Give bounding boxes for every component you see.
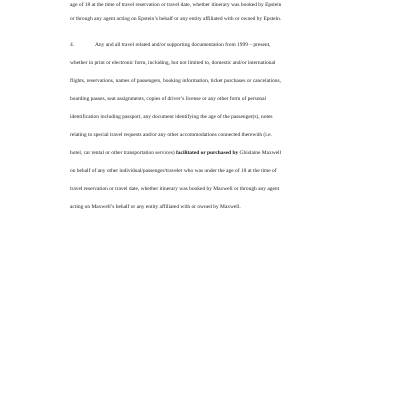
para3-line-1: age of 18 at the time of travel reservation or travel date, whether itinerary was booked by Epstein	[70, 2, 282, 8]
para4-line-8: on behalf of any other individual/passenger/traveler who was under the age of 18 at the time of	[70, 168, 277, 174]
para4-line-9: travel reservation or travel date, whether itinerary was booked by Maxwell or through any agent	[70, 186, 280, 192]
para3-line-2: or through any agent acting on Epstein’s behalf or any entity affiliated with or owned by Epstein.	[70, 16, 282, 22]
para4-line-6: relating to special travel requests and/or any other accommodations connected therewith (i.e.	[70, 132, 272, 138]
para4-line-3: flights, reservations, names of passengers, booking information, ticket purchases or cancelations,	[70, 78, 281, 84]
para4-line-7	[70, 148, 281, 158]
para4-line-2: whether in print or electronic form, including, but not limited to, domestic and/or international	[70, 60, 276, 66]
para4-line-7-bold: facilitated or purchased by	[176, 150, 239, 156]
para4-line-10: acting on Maxwell’s behalf or any entity affiliated with or owned by Maxwell.	[70, 204, 241, 210]
para4-line-7-pre: hotel, car rental or other transportation services)	[70, 150, 176, 156]
para4-line-5: identification including passport, any document identifying the age of the passenger(s), notes	[70, 114, 273, 120]
para4-line-4: boarding passes, seat assignments, copies of driver’s license or any other form of personal	[70, 96, 267, 102]
para4-line-7-post: Ghislaine Maxwell	[238, 150, 282, 156]
para4-number: 4.	[70, 42, 75, 48]
para4-line-1: Any and all travel related and/or supporting documentation from 1999 – present,	[95, 42, 271, 48]
